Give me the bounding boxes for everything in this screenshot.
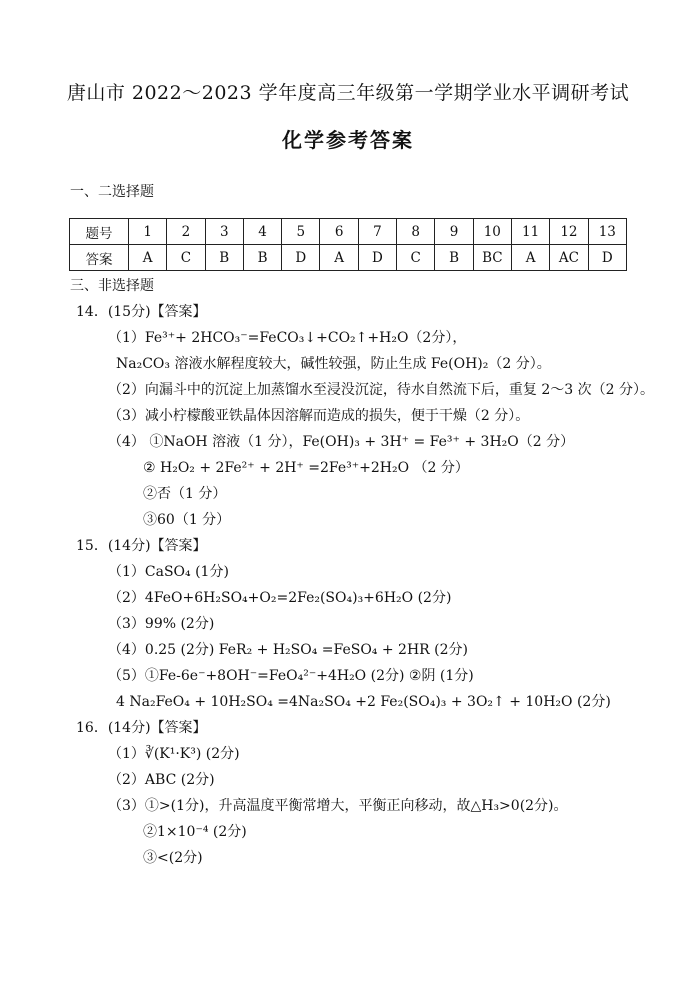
q15-answer-2: （2）4FeO+6H₂SO₄+O₂=2Fe₂(SO₄)₃+6H₂O (2分) bbox=[108, 590, 452, 606]
table-cell: 2 bbox=[167, 219, 205, 245]
q15-answer-3: （3）99% (2分) bbox=[108, 616, 215, 632]
table-cell: D bbox=[282, 245, 320, 271]
table-cell: A bbox=[320, 245, 358, 271]
q15-answer-1: （1）CaSO₄ (1分) bbox=[108, 564, 229, 580]
table-cell: 13 bbox=[588, 219, 626, 245]
q16-answer-3-line3: ③<(2分) bbox=[143, 850, 203, 866]
answer-table bbox=[69, 218, 627, 271]
table-cell: D bbox=[358, 245, 396, 271]
table-cell: C bbox=[167, 245, 205, 271]
table-cell: 1 bbox=[129, 219, 167, 245]
table-cell: D bbox=[588, 245, 626, 271]
q14-answer-1-line2: Na₂CO₃ 溶液水解程度较大，碱性较强，防止生成 Fe(OH)₂（2 分）。 bbox=[116, 356, 551, 372]
q14-answer-4-line3: ②否（1 分） bbox=[143, 486, 227, 502]
document-title: 唐山市 2022～2023 学年度高三年级第一学期学业水平调研考试 bbox=[66, 82, 630, 104]
section-heading-choice: 一、二选择题 bbox=[70, 184, 154, 200]
q15-answer-5-line1: （5）①Fe-6e⁻+8OH⁻=FeO₄²⁻+4H₂O (2分) ②阴 (1分) bbox=[108, 668, 474, 684]
table-row-numbers bbox=[70, 219, 627, 245]
q14-answer-4-line4: ③60（1 分） bbox=[143, 512, 231, 528]
question-16-header: 16．(14分)【答案】 bbox=[76, 720, 207, 736]
q14-answer-3: （3）减小柠檬酸亚铁晶体因溶解而造成的损失，便于干燥（2 分）。 bbox=[108, 408, 530, 424]
table-cell: B bbox=[435, 245, 473, 271]
document-subtitle: 化学参考答案 bbox=[282, 128, 414, 152]
table-cell: AC bbox=[550, 245, 588, 271]
q16-answer-2: （2）ABC (2分) bbox=[108, 772, 215, 788]
q16-answer-3-line2: ②1×10⁻⁴ (2分) bbox=[143, 824, 247, 840]
table-cell: 6 bbox=[320, 219, 358, 245]
q14-answer-1-line1: （1）Fe³⁺+ 2HCO₃⁻=FeCO₃↓+CO₂↑+H₂O（2分）， bbox=[108, 330, 467, 346]
table-cell: A bbox=[129, 245, 167, 271]
table-cell: 11 bbox=[511, 219, 549, 245]
q15-answer-4: （4）0.25 (2分) FeR₂ + H₂SO₄ =FeSO₄ + 2HR (2分) bbox=[108, 642, 468, 658]
section-heading-nonchoice: 三、非选择题 bbox=[70, 278, 154, 294]
q16-answer-3-line1: （3）①>(1分)，升高温度平衡常增大，平衡正向移动，故△H₃>0(2分)。 bbox=[108, 798, 568, 814]
table-cell: 7 bbox=[358, 219, 396, 245]
table-row-answers bbox=[70, 245, 627, 271]
table-cell: 4 bbox=[243, 219, 281, 245]
table-cell: 8 bbox=[397, 219, 435, 245]
question-14-header: 14．(15分)【答案】 bbox=[76, 304, 207, 320]
table-cell: 12 bbox=[550, 219, 588, 245]
table-cell: 5 bbox=[282, 219, 320, 245]
table-cell: 10 bbox=[473, 219, 511, 245]
q14-answer-4-line2: ② H₂O₂ + 2Fe²⁺ + 2H⁺ =2Fe³⁺+2H₂O （2 分） bbox=[143, 460, 469, 476]
table-cell-label: 题号 bbox=[70, 219, 129, 245]
table-cell: B bbox=[205, 245, 243, 271]
q14-answer-4-line1: （4） ①NaOH 溶液（1 分），Fe(OH)₃ + 3H⁺ = Fe³⁺ + 3H₂O（2 分） bbox=[108, 434, 575, 450]
q15-answer-5-line2: 4 Na₂FeO₄ + 10H₂SO₄ =4Na₂SO₄ +2 Fe₂(SO₄)₃ + 3O₂↑ + 10H₂O (2分) bbox=[116, 694, 611, 710]
table-cell: BC bbox=[473, 245, 511, 271]
table-cell: 3 bbox=[205, 219, 243, 245]
q14-answer-2: （2）向漏斗中的沉淀上加蒸馏水至浸没沉淀，待水自然流下后，重复 2～3 次（2 分）。 bbox=[108, 382, 654, 398]
table-cell: C bbox=[397, 245, 435, 271]
table-cell: 9 bbox=[435, 219, 473, 245]
table-cell: A bbox=[511, 245, 549, 271]
q16-answer-1: （1）∛(K¹·K³) (2分) bbox=[108, 746, 240, 762]
table-cell-label: 答案 bbox=[70, 245, 129, 271]
question-15-header: 15．(14分)【答案】 bbox=[76, 538, 207, 554]
table-cell: B bbox=[243, 245, 281, 271]
